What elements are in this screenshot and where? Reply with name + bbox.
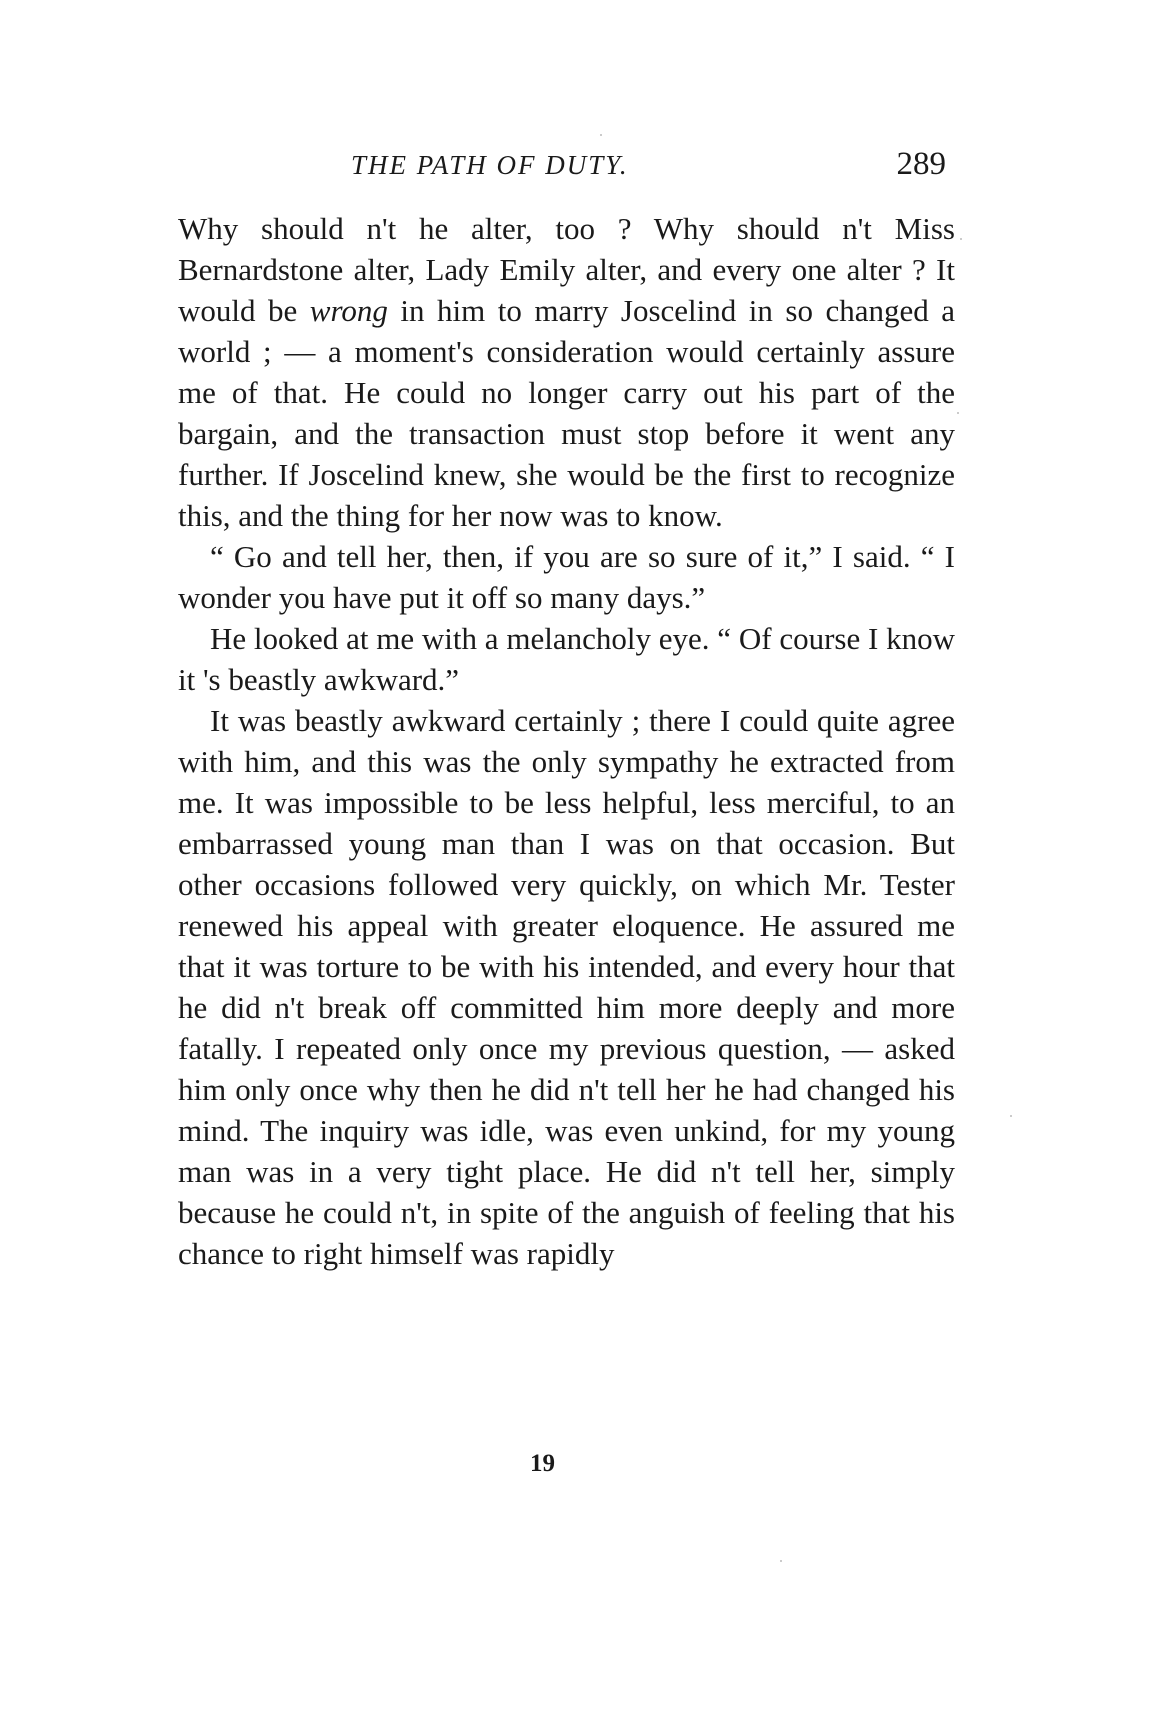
paper-speck — [960, 238, 962, 240]
body-text — [178, 208, 955, 1274]
paragraph-2: “ Go and tell her, then, if you are so sure of it,” I said. “ I wonder you have put it off so many days.” — [178, 539, 955, 615]
paper-speck — [1010, 1115, 1012, 1117]
running-title: THE PATH OF DUTY. — [351, 150, 629, 180]
paragraph-1-before: Why should n't he alter, too ? Why should n't Miss Bernardstone alter, Lady Emily alter, and every one alter ? It would be — [178, 211, 955, 328]
paragraph-3: He looked at me with a melancholy eye. “ Of course I know it 's beastly awkward.” — [178, 621, 955, 697]
running-head — [176, 146, 956, 186]
paragraph-1 — [178, 208, 955, 536]
emphasis-wrong: wrong — [309, 293, 388, 328]
paper-speck — [600, 134, 602, 136]
page-number: 289 — [896, 146, 946, 182]
paper-speck — [780, 1560, 782, 1562]
paragraph-4: It was beastly awkward certainly ; there I could quite agree with him, and this was the only sympathy he extracted from me. It was impossible to be less helpful, less merciful, to an embarrassed young man than I was on that occasion. But other occasions followed very quickly, on which Mr. Tester renewed his appeal with greater eloquence. He assured me that it was torture to be with his intended, and every hour that he did n't break off committed him more deeply and more fatally. I repeated only once my previous question, — asked him only once why then he did n't tell her he had changed his mind. The inquiry was idle, was even unkind, for my young man was in a very tight place. He did n't tell her, simply because he could n't, in spite of the anguish of feeling that his chance to right himself was rapidly — [178, 703, 955, 1271]
paper-speck — [957, 412, 959, 414]
paragraph-1-after: in him to marry Joscelind in so changed a world ; — a moment's consideration would certainly assure me of that. He could no longer carry out his part of the bargain, and the transaction must stop before it went any further. If Joscelind knew, she would be the first to recognize this, and the thing for her now was to know. — [178, 293, 955, 533]
signature-mark: 19 — [530, 1450, 555, 1477]
